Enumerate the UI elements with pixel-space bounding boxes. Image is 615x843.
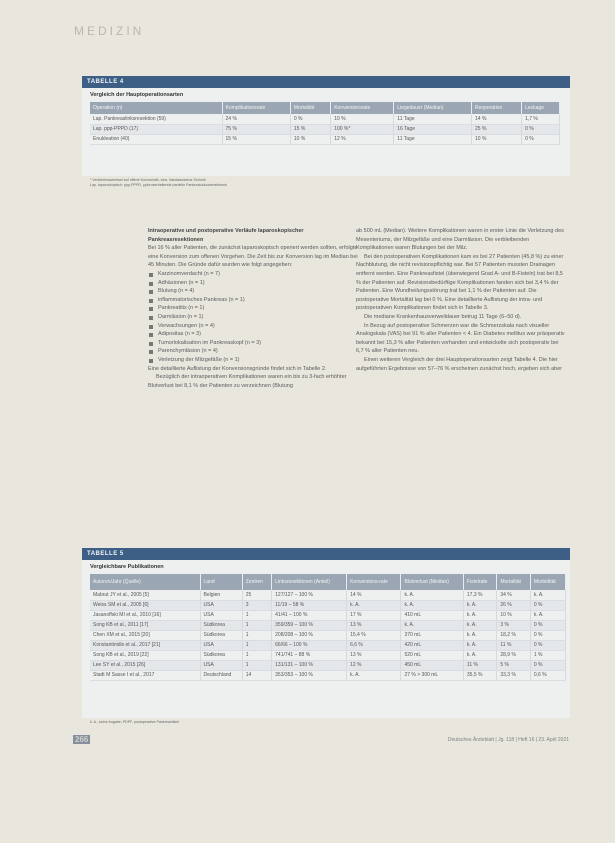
table-row <box>90 660 566 670</box>
table-cell: USA <box>200 600 242 610</box>
column-header: Konversionsrate <box>331 102 394 114</box>
table-cell: k. A. <box>530 610 565 620</box>
table-4-title: Vergleich der Hauptoperationsarten <box>90 92 184 98</box>
table-4-label: TABELLE 4 <box>82 76 570 88</box>
list-item: Blutung (n = 4) <box>148 287 358 296</box>
table-cell: k. A. <box>401 590 463 600</box>
table-cell: Belgien <box>200 590 242 600</box>
table-cell: 13 % <box>347 620 401 630</box>
column-header: Komplikationsrate <box>222 102 290 114</box>
table-cell: 0 % <box>530 630 565 640</box>
journal-citation: Deutsches Ärzteblatt | Jg. 118 | Heft 16 | 23. April 2021 <box>447 737 569 743</box>
column-header: Fistelrate <box>463 574 496 590</box>
column-header: Mortalität <box>290 102 330 114</box>
table-cell: 12 % <box>331 134 394 144</box>
list-item: Adhäsionen (n = 1) <box>148 279 358 288</box>
table-cell: k. A. <box>463 600 496 610</box>
table-cell: 208/208 – 100 % <box>272 630 347 640</box>
table-cell: 0 % <box>530 660 565 670</box>
table-cell: 18,2 % <box>497 630 530 640</box>
table-cell: 33,3 % <box>497 670 530 680</box>
table-cell: 34 % <box>497 590 530 600</box>
table-cell: k. A. <box>401 620 463 630</box>
section-header: MEDIZIN <box>74 24 145 38</box>
table-cell: 11 % <box>463 660 496 670</box>
table-cell: 0 % <box>530 600 565 610</box>
table-cell: 6,6 % <box>347 640 401 650</box>
table-cell: 420 mL <box>401 640 463 650</box>
paragraph: Bei den postoperativen Komplikationen kam es bei 27 Patienten (45,8 %) zu einer Nachblutung, die nicht revisionspflichtig war. Bei 57 Patienten mussten Drainagen entfernt werden. Eine Pankreasfistel (überwiegend Grad A- und B-Fisteln) trat bei 8,5 % der Patienten auf. Revisionsbedürftige Komplikationen fanden sich bei 3,4 % der Patienten. Eine Wundheilungsstörung trat bei 1,1 % der Patienten auf. Die postoperative Mortalität lag bei 0 %. Eine detaillierte Auflistung der intra- und postoperativen Komplikationen findet sich in Tabelle 3. <box>356 253 564 312</box>
table-cell: 25 % <box>472 124 522 134</box>
table-cell: 0 % <box>522 134 560 144</box>
table-cell: 0 % <box>290 114 330 124</box>
table-cell: Südkorea <box>200 630 242 640</box>
table-5 <box>82 548 570 718</box>
list-item: Darmläsion (n = 1) <box>148 313 358 322</box>
table-5-label: TABELLE 5 <box>82 548 570 560</box>
table-cell: Südkorea <box>200 650 242 660</box>
table-cell: 741/741 – 88 % <box>272 650 347 660</box>
table-cell: 14 % <box>472 114 522 124</box>
table-cell: 10 % <box>331 114 394 124</box>
list-item: Verletzung der Milzgefäße (n = 1) <box>148 356 358 365</box>
table-cell: 15 % <box>222 134 290 144</box>
table-cell: USA <box>200 610 242 620</box>
table-4-grid <box>90 102 560 145</box>
table-cell: 1 <box>242 610 271 620</box>
table-cell: k. A. <box>463 610 496 620</box>
table-cell: k. A. <box>463 620 496 630</box>
table-cell: Song KB et al., 2019 [22] <box>90 650 200 660</box>
paragraph: Einen weiteren Vergleich der drei Hauptoperationsarten zeigt Tabelle 4. Die hier aufgeführten Ergebnisse von 57–76 % erscheinen zunächst hoch, ergeben sich aber <box>356 356 563 372</box>
table-cell: 11 Tage <box>394 114 472 124</box>
table-cell: 26 % <box>497 600 530 610</box>
paragraph: ab 500 mL (Median). Weitere Komplikationen waren in erster Linie die Verletzung des Mesenteriums, der Milzgefäße und eine Darmläsion. Die verbleibenden Komplikationen waren Blutungen bei der Milz. <box>356 228 564 252</box>
section-subhead: Intraoperative und postoperative Verläufe laparoskopischer Pankreasresektionen <box>148 228 304 243</box>
table-cell: 410 mL <box>401 610 463 620</box>
table-row <box>90 114 560 124</box>
table-cell: 3 % <box>497 620 530 630</box>
table-cell: 359/359 – 100 % <box>272 620 347 630</box>
text-column-right <box>356 227 566 373</box>
table-cell: k. A. <box>347 600 401 610</box>
table-cell: Lee SY et al., 2015 [26] <box>90 660 200 670</box>
list-item: Pankreatitis (n = 1) <box>148 304 358 313</box>
table-cell: Lap. Pankreaslinksresektion (59) <box>90 114 222 124</box>
table-cell: 0 % <box>522 124 560 134</box>
table-cell: 24 % <box>222 114 290 124</box>
table-cell: 10 % <box>472 134 522 144</box>
table-row <box>90 620 566 630</box>
table-cell: 28,9 % <box>497 650 530 660</box>
table-cell: 16 Tage <box>394 124 472 134</box>
table-cell: USA <box>200 640 242 650</box>
table-cell: 10 % <box>290 134 330 144</box>
list-item: Parenchymläsion (n = 4) <box>148 347 358 356</box>
table-cell: 1,7 % <box>522 114 560 124</box>
list-item: Verwachsungen (n = 4) <box>148 322 358 331</box>
column-header: Zentren <box>242 574 271 590</box>
paragraph: Die mediane Krankenhausverweildauer betrug 11 Tage (6–50 d). <box>364 313 522 320</box>
table-cell: 12 % <box>347 660 401 670</box>
list-item: Tumorlokalisation im Pankreaskopf (n = 3) <box>148 339 358 348</box>
table-cell: 1 <box>242 630 271 640</box>
table-cell: 25 <box>242 590 271 600</box>
table-cell: 3 <box>242 600 271 610</box>
table-cell: 66/66 – 100 % <box>272 640 347 650</box>
table-cell: Weiss SM et al., 2005 [6] <box>90 600 200 610</box>
table-4-footnotes <box>82 178 570 188</box>
table-cell: Lap. ppp-PPPD (17) <box>90 124 222 134</box>
table-cell: 5 % <box>497 660 530 670</box>
column-header: Leckage <box>522 102 560 114</box>
table-cell: 100 %* <box>331 124 394 134</box>
column-header: Linksresektionen (Anteil) <box>272 574 347 590</box>
column-header: Morbidität <box>530 574 565 590</box>
page-number: 266 <box>75 735 89 744</box>
table-cell: 10 % <box>497 610 530 620</box>
table-4 <box>82 76 570 176</box>
table-cell: 17,3 % <box>463 590 496 600</box>
paragraph: In Bezug auf postoperative Schmerzen war die Schmerzskala nach visueller Analogskala (VAS) bei 91 % aller Patienten < 4. Ein Diabetes mellitus war präoperativ bekannt bei 15,3 % aller Patienten vorhanden und entwickelte sich postoperativ bei 6,7 % aller Patienten neu. <box>356 322 565 355</box>
column-header: Mortalität <box>497 574 530 590</box>
table-row <box>90 124 560 134</box>
column-header: Konversions-rate <box>347 574 401 590</box>
table-cell: k. A. <box>347 670 401 680</box>
table-cell: 1 <box>242 640 271 650</box>
conversion-reasons-list <box>148 270 358 365</box>
table-cell: k. A. <box>401 600 463 610</box>
column-header: Autoren/Jahr (Quelle) <box>90 574 200 590</box>
table-cell: USA <box>200 660 242 670</box>
table-5-title: Vergleichbare Publikationen <box>90 564 164 570</box>
paragraph: Bei 16 % aller Patienten, die zunächst laparoskopisch operiert werden sollten, erfolgte eine Konversion zum offenen Vorgehen. Die Zeit bis zur Konversion lag im Median bei 45 Minuten. Die Gründe dafür wurden wie folgt angegeben: <box>148 245 358 269</box>
table-cell: 127/127 – 100 % <box>272 590 347 600</box>
table-5-footnote: k. A., keine Angabe; PDPF, postoperative Pankreasfistel <box>90 720 180 724</box>
table-row <box>90 590 566 600</box>
table-cell: 15 % <box>290 124 330 134</box>
table-cell: 13 % <box>347 650 401 660</box>
table-5-grid <box>90 574 566 681</box>
table-cell: Mabrut JY et al., 2005 [5] <box>90 590 200 600</box>
column-header: Liegedauer (Median) <box>394 102 472 114</box>
list-item: Karzinomverdacht (n = 7) <box>148 270 358 279</box>
table-cell: 0 % <box>530 620 565 630</box>
table-cell: 1 <box>242 620 271 630</box>
column-header: Land <box>200 574 242 590</box>
table-cell: Enukleation (40) <box>90 134 222 144</box>
footnote: Lap. laparoskopisch; ppp-PPPD, pyloruserhaltende partielle Pankreatoduodenektomie <box>90 183 228 187</box>
table-cell: 1 <box>242 650 271 660</box>
table-row <box>90 600 566 610</box>
table-cell: 15,4 % <box>347 630 401 640</box>
footnote: * Verfahrenswechsel auf offene Kurzschnitt- bzw. Handassistenz-Technik <box>90 178 206 182</box>
table-cell: 14 % <box>347 590 401 600</box>
table-cell: 35,5 % <box>463 670 496 680</box>
column-header: Blutverlust (Median) <box>401 574 463 590</box>
table-row <box>90 630 566 640</box>
table-cell: 370 mL <box>401 630 463 640</box>
table-row <box>90 610 566 620</box>
table-cell: k. A. <box>463 640 496 650</box>
list-item: inflammatorisches Pankreas (n = 1) <box>148 296 358 305</box>
column-header: Reoperation <box>472 102 522 114</box>
table-cell: k. A. <box>530 590 565 600</box>
table-cell: 11 Tage <box>394 134 472 144</box>
table-cell: k. A. <box>463 630 496 640</box>
table-cell: k. A. <box>463 650 496 660</box>
list-item: Adipositas (n = 3) <box>148 330 358 339</box>
paragraph: Bezüglich der intraoperativen Komplikationen waren ein bis zu 3-fach erhöhter Blutverlust bei 8,1 % der Patienten zu verzeichnen (Blutung <box>148 374 347 389</box>
table-cell: 75 % <box>222 124 290 134</box>
table-cell: Südkorea <box>200 620 242 630</box>
table-cell: 11 % <box>497 640 530 650</box>
table-cell: 41/41 – 100 % <box>272 610 347 620</box>
text-column-left <box>148 227 358 390</box>
table-cell: 0 % <box>530 640 565 650</box>
table-cell: Jasanoffski MI et al., 2010 [16] <box>90 610 200 620</box>
table-cell: 1 <box>242 660 271 670</box>
table-cell: 1 % <box>530 650 565 660</box>
table-cell: Konstantinidis et al., 2017 [21] <box>90 640 200 650</box>
table-row <box>90 670 566 680</box>
table-cell: 11/19 – 58 % <box>272 600 347 610</box>
table-row <box>90 650 566 660</box>
paragraph: Eine detaillierte Auflistung der Konversionsgründe findet sich in Tabelle 2. <box>148 365 327 372</box>
table-cell: 520 mL <box>401 650 463 660</box>
table-cell: Stadt M Sasse I et al., 2017 <box>90 670 200 680</box>
table-cell: 14 <box>242 670 271 680</box>
table-cell: 353/353 – 100 % <box>272 670 347 680</box>
table-cell: 450 mL <box>401 660 463 670</box>
table-cell: 131/131 – 100 % <box>272 660 347 670</box>
table-cell: 27 % > 300 mL <box>401 670 463 680</box>
table-row <box>90 134 560 144</box>
column-header: Operation (n) <box>90 102 222 114</box>
table-row <box>90 640 566 650</box>
table-cell: 17 % <box>347 610 401 620</box>
table-cell: Deutschland <box>200 670 242 680</box>
table-cell: 0,6 % <box>530 670 565 680</box>
table-cell: Chen XM et al., 2015 [20] <box>90 630 200 640</box>
table-cell: Song KB et al., 2011 [17] <box>90 620 200 630</box>
